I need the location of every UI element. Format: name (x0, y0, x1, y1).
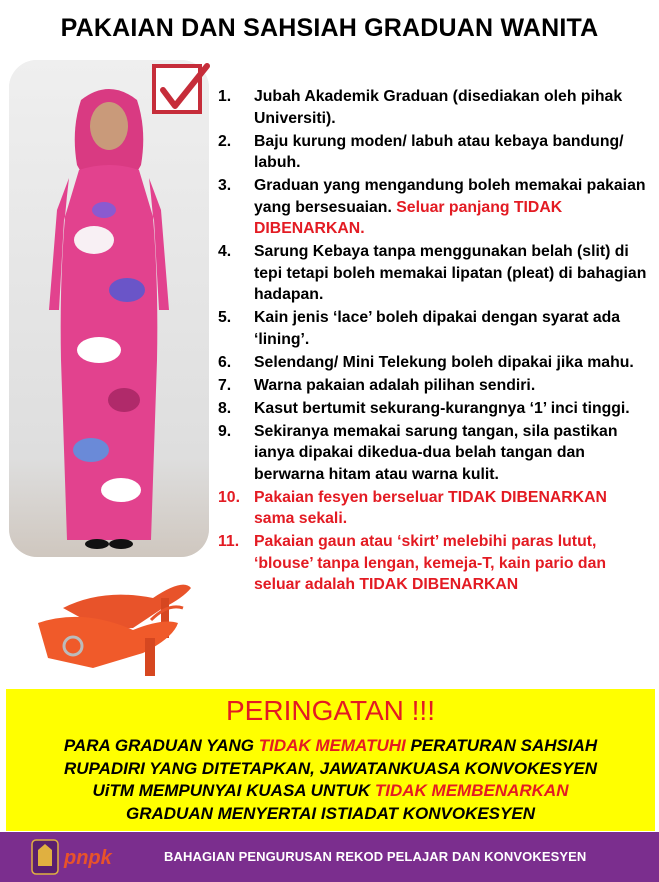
rule-item: 10. Pakaian fesyen berseluar TIDAK DIBENARKAN sama sekali. (218, 488, 607, 527)
shoes-image (33, 568, 198, 678)
rule-item: 4. Sarung Kebaya tanpa menggunakan belah (slit) di tepi tetapi boleh memakai lipatan (pleat) di bahagian hadapan. (218, 243, 647, 303)
warning-body: PARA GRADUAN YANG TIDAK MEMATUHI PERATURAN SAHSIAH RUPADIRI YANG DITETAPKAN, JAWATANKUASA KONVOKESYEN UiTM MEMPUNYAI KUASA UNTUK TIDAK MEMBENARKAN GRADUAN MENYERTAI ISTIADAT KONVOKESYEN (63, 736, 598, 823)
rule-item: 1. Jubah Akademik Graduan (disediakan oleh pihak Universiti). (218, 88, 623, 127)
page-title: PAKAIAN DAN SAHSIAH GRADUAN WANITA (60, 14, 599, 42)
footer-bar (0, 832, 659, 882)
rule-item: 3. Graduan yang mengandung boleh memakai pakaian yang bersesuaian. Seluar panjang TIDAK DIBENARKAN. (218, 177, 646, 237)
pnpk-logo (30, 838, 140, 876)
rule-item: 11. Pakaian gaun atau ‘skirt’ melebihi paras lutut, ‘blouse’ tanpa lengan, kemeja-T, kain pario dan seluar adalah TIDAK DIBENARKAN (218, 533, 607, 593)
rule-item: 7. Warna pakaian adalah pilihan sendiri. (218, 376, 536, 394)
warning-title: PERINGATAN !!! (226, 695, 435, 726)
rule-item: 9. Sekiranya memakai sarung tangan, sila pastikan ianya dipakai dikedua-dua belah tangan dan berwarna hitam atau warna kulit. (218, 422, 618, 483)
footer-text: BAHAGIAN PENGURUSAN REKOD PELAJAR DAN KONVOKESYEN (164, 849, 587, 864)
warning-box (6, 689, 655, 831)
rule-item: 6. Selendang/ Mini Telekung boleh dipakai jika mahu. (218, 353, 634, 371)
rule-item: 8. Kasut bertumit sekurang-kurangnya ‘1’ inci tinggi. (218, 399, 630, 417)
rules-list (218, 86, 648, 597)
logo-text: pnpk (64, 847, 112, 869)
graduate-photo (9, 60, 209, 557)
rule-item: 2. Baju kurung moden/ labuh atau kebaya bandung/ labuh. (218, 132, 624, 171)
rule-item: 5. Kain jenis ‘lace’ boleh dipakai dengan syarat ada ‘lining’. (218, 309, 621, 348)
rule-warning-text: Seluar panjang TIDAK DIBENARKAN. (254, 198, 563, 237)
checkmark-icon (151, 62, 211, 118)
